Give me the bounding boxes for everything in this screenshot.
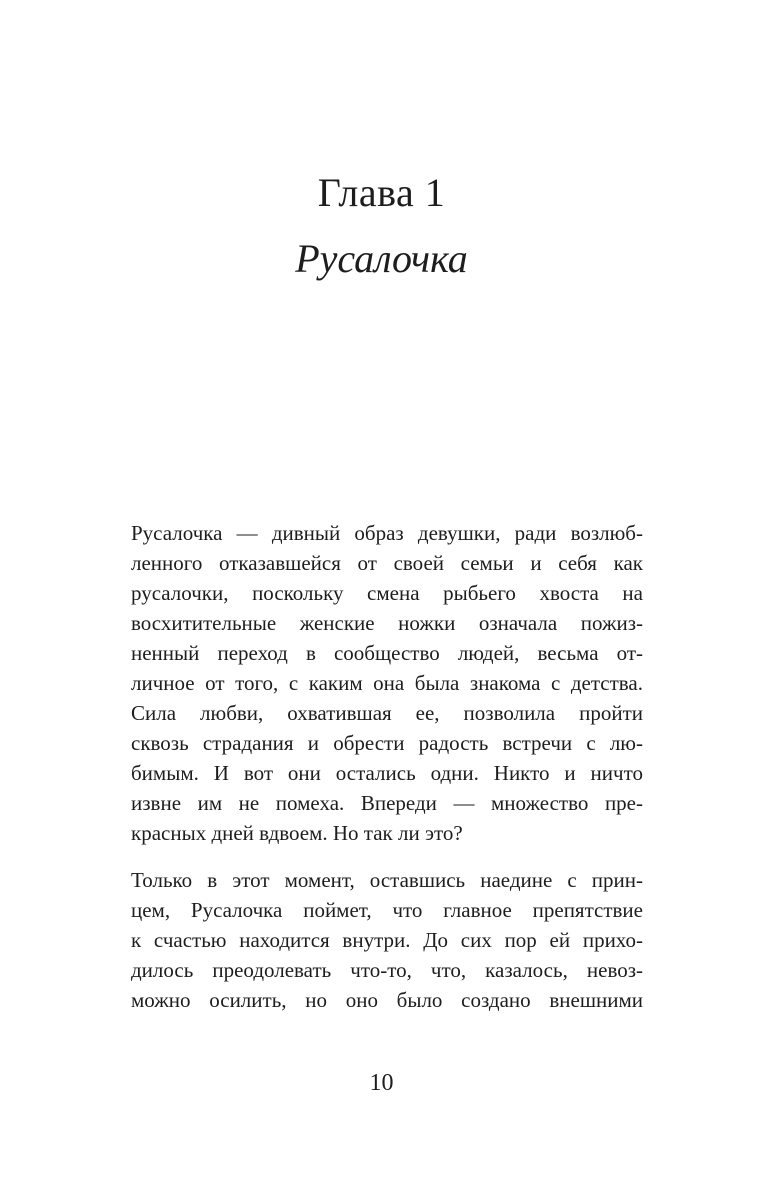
text-line: к счастью находится внутри. До сих пор ей прихо- (131, 928, 643, 952)
text-line: красных дней вдвоем. Но так ли это? (131, 821, 463, 845)
chapter-title: Русалочка (295, 236, 468, 281)
paragraph-1 (131, 518, 643, 848)
chapter-header (0, 164, 763, 288)
text-line: ленного отказавшейся от своей семьи и себя как (131, 551, 643, 575)
paragraph-2 (131, 865, 643, 1015)
text-line: дилось преодолевать что-то, что, казалось, невоз- (131, 958, 643, 982)
text-line: Только в этот момент, оставшись наедине с прин- (131, 868, 643, 892)
text-line: сквозь страдания и обрести радость встречи с лю- (131, 731, 643, 755)
text-line: извне им не помеха. Впереди — множество пре- (131, 791, 643, 815)
body-text (131, 518, 643, 1015)
text-line: русалочки, поскольку смена рыбьего хвоста на (131, 581, 643, 605)
text-line: ненный переход в сообщество людей, весьма от- (131, 641, 643, 665)
text-line: личное от того, с каким она была знакома с детства. (131, 671, 643, 695)
text-line: восхитительные женские ножки означала пожиз- (131, 611, 643, 635)
page-number: 10 (369, 1070, 394, 1096)
text-line: бимым. И вот они остались одни. Никто и ничто (131, 761, 643, 785)
chapter-number: Глава 1 (317, 170, 446, 215)
text-line: Русалочка — дивный образ девушки, ради возлюб- (131, 521, 643, 545)
text-line: цем, Русалочка поймет, что главное препятствие (131, 898, 643, 922)
text-line: Сила любви, охватившая ее, позволила пройти (131, 701, 643, 725)
text-line: можно осилить, но оно было создано внешними (131, 988, 643, 1012)
